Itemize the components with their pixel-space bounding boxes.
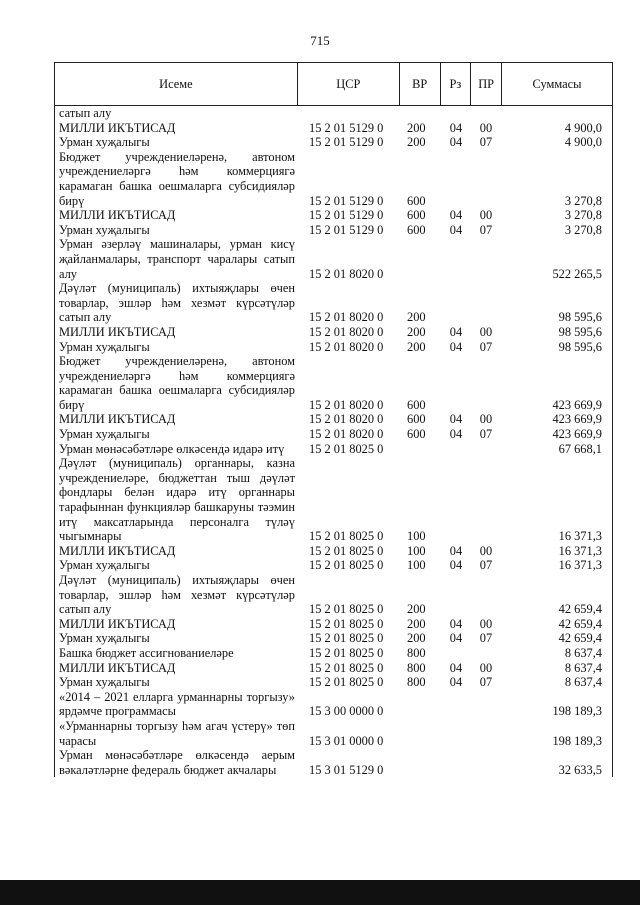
header-sum: Суммасы <box>532 76 582 91</box>
cell-pr: 00 <box>479 120 493 135</box>
header-pr: ПР <box>471 63 502 105</box>
cell-rz: 04 <box>449 208 463 223</box>
cell-name: Урман хуҗалыгы <box>59 427 150 442</box>
cell-sum: 8 637,4 <box>564 660 602 675</box>
table-row <box>55 427 612 442</box>
cell-rz: 04 <box>449 412 463 427</box>
cell-vr: 100 <box>407 543 426 558</box>
cell-csr: 15 2 01 5129 0 <box>309 222 384 237</box>
cell-pr: 00 <box>479 412 493 427</box>
cell-csr: 15 2 01 8025 0 <box>309 543 384 558</box>
cell-rz: 04 <box>449 427 463 442</box>
cell-csr: 15 3 01 0000 0 <box>309 733 384 748</box>
table-row <box>55 573 612 617</box>
cell-rz: 04 <box>449 339 463 354</box>
cell-vr: 200 <box>407 135 426 150</box>
cell-sum: 67 668,1 <box>558 441 602 456</box>
cell-csr: 15 2 01 5129 0 <box>309 193 384 208</box>
cell-name: Урман мөнәсәбәтләре өлкәсендә идарә итү <box>59 441 285 456</box>
cell-csr: 15 2 01 8025 0 <box>309 631 384 646</box>
cell-csr: 15 2 01 8025 0 <box>309 660 384 675</box>
table-row <box>55 354 612 412</box>
cell-sum: 98 595,6 <box>558 339 602 354</box>
cell-csr: 15 2 01 8020 0 <box>309 397 384 412</box>
cell-vr: 100 <box>407 558 426 573</box>
cell-vr: 200 <box>407 120 426 135</box>
table-row <box>55 340 612 355</box>
cell-sum: 3 270,8 <box>564 222 602 237</box>
header-rz: Рз <box>441 63 472 105</box>
cell-sum: 42 659,4 <box>558 631 602 646</box>
cell-vr: 200 <box>407 310 426 325</box>
cell-vr: 200 <box>407 602 426 617</box>
cell-sum: 98 595,6 <box>558 324 602 339</box>
budget-table <box>54 62 613 777</box>
cell-pr: 00 <box>479 324 493 339</box>
cell-sum: 32 633,5 <box>558 762 602 777</box>
cell-sum: 16 371,3 <box>558 529 602 544</box>
cell-vr: 600 <box>407 222 426 237</box>
cell-vr: 600 <box>407 412 426 427</box>
cell-csr: 15 2 01 5129 0 <box>309 120 384 135</box>
cell-name: МИЛЛИ ИКЪТИСАД <box>59 412 176 427</box>
cell-pr: 00 <box>479 543 493 558</box>
cell-sum: 423 669,9 <box>552 427 602 442</box>
cell-name: Урман мөнәсәбәтләре өлкәсендә аерым вәкаләтләрне федераль бюджет акчалары <box>59 748 295 777</box>
cell-vr: 800 <box>407 645 426 660</box>
table-row <box>55 325 612 340</box>
table-row <box>55 150 612 208</box>
table-row <box>55 208 612 223</box>
table-row <box>55 661 612 676</box>
cell-name: Урман хуҗалыгы <box>59 135 150 150</box>
cell-csr: 15 2 01 8025 0 <box>309 529 384 544</box>
cell-name: Урман әзерләү машиналары, урман кисү җайланмалары, транспорт чаралары сатып алу <box>59 237 295 281</box>
table-row <box>55 690 612 719</box>
cell-sum: 16 371,3 <box>558 543 602 558</box>
cell-name: Урман хуҗалыгы <box>59 222 150 237</box>
cell-vr: 800 <box>407 675 426 690</box>
table-row <box>55 544 612 559</box>
cell-rz: 04 <box>449 135 463 150</box>
cell-name: Дәүләт (муниципаль) ихтыяҗлары өчен товарлар, эшләр һәм хезмәт күрсәтүләр сатып алу <box>59 281 295 325</box>
table-row <box>55 121 612 136</box>
cell-rz: 04 <box>449 675 463 690</box>
cell-vr: 600 <box>407 193 426 208</box>
cell-name: «Урманнарны торгызу һәм агач үстерү» төп чарасы <box>59 718 295 748</box>
table-row <box>55 442 612 457</box>
cell-csr: 15 2 01 8020 0 <box>309 324 384 339</box>
cell-name: Урман хуҗалыгы <box>59 558 150 573</box>
cell-csr: 15 2 01 8025 0 <box>309 675 384 690</box>
cell-vr: 200 <box>407 616 426 631</box>
cell-sum: 4 900,0 <box>564 120 602 135</box>
cell-name: Бюджет учреждениеләренә, автоном учреждениеләргә һәм коммерциягә карамаган башка оешмаларга субсидияләр бирү <box>59 354 295 412</box>
cell-rz: 04 <box>449 660 463 675</box>
cell-name: Башка бюджет ассигнованиеләре <box>59 645 234 660</box>
cell-name: Бюджет учреждениеләренә, автоном учреждениеләргә һәм коммерциягә карамаган башка оешмаларга субсидияләр бирү <box>59 149 295 208</box>
cell-rz: 04 <box>449 222 463 237</box>
table-row <box>55 281 612 325</box>
cell-csr: 15 2 01 8025 0 <box>309 616 384 631</box>
cell-csr: 15 2 01 8020 0 <box>309 266 384 281</box>
table-row <box>55 617 612 632</box>
cell-rz: 04 <box>449 543 463 558</box>
table-row <box>55 748 612 777</box>
table-row <box>55 135 612 150</box>
cell-csr: 15 2 01 5129 0 <box>309 135 384 150</box>
table-row <box>55 456 612 544</box>
cell-pr: 07 <box>479 135 493 150</box>
cell-name: МИЛЛИ ИКЪТИСАД <box>59 208 176 223</box>
cell-name: МИЛЛИ ИКЪТИСАД <box>59 616 176 631</box>
scan-bottom-edge <box>0 880 640 905</box>
cell-sum: 522 265,5 <box>552 266 602 281</box>
cell-sum: 8 637,4 <box>564 675 602 690</box>
cell-rz: 04 <box>449 324 463 339</box>
header-csr: ЦСР <box>298 63 400 105</box>
table-row <box>55 719 612 748</box>
cell-vr: 600 <box>407 427 426 442</box>
cell-name: «2014 – 2021 елларга урманнарны торгызу» ярдәмче программасы <box>59 689 295 719</box>
cell-name: МИЛЛИ ИКЪТИСАД <box>59 660 176 675</box>
cell-pr: 07 <box>479 222 493 237</box>
cell-pr: 00 <box>479 208 493 223</box>
cell-csr: 15 2 01 8025 0 <box>309 441 384 456</box>
cell-csr: 15 2 01 8025 0 <box>309 645 384 660</box>
cell-rz: 04 <box>449 558 463 573</box>
cell-rz: 04 <box>449 631 463 646</box>
cell-vr: 800 <box>407 660 426 675</box>
table-row <box>55 223 612 238</box>
cell-sum: 3 270,8 <box>564 193 602 208</box>
cell-sum: 8 637,4 <box>564 645 602 660</box>
table-row <box>55 646 612 661</box>
cell-csr: 15 3 00 0000 0 <box>309 704 384 719</box>
cell-pr: 07 <box>479 675 493 690</box>
cell-sum: 42 659,4 <box>558 602 602 617</box>
cell-sum: 42 659,4 <box>558 616 602 631</box>
cell-sum: 98 595,6 <box>558 310 602 325</box>
cell-vr: 600 <box>407 208 426 223</box>
page-number: 715 <box>310 33 330 48</box>
header-vr: ВР <box>400 63 441 105</box>
cell-pr: 00 <box>479 660 493 675</box>
table-row <box>55 631 612 646</box>
cell-pr: 00 <box>479 616 493 631</box>
cell-pr: 07 <box>479 339 493 354</box>
cell-name: МИЛЛИ ИКЪТИСАД <box>59 324 176 339</box>
cell-csr: 15 2 01 8025 0 <box>309 602 384 617</box>
cell-csr: 15 2 01 8020 0 <box>309 339 384 354</box>
cell-pr: 07 <box>479 631 493 646</box>
cell-name: МИЛЛИ ИКЪТИСАД <box>59 120 176 135</box>
cell-pr: 07 <box>479 558 493 573</box>
table-header <box>55 63 612 106</box>
cell-vr: 200 <box>407 339 426 354</box>
cell-name: Дәүләт (муниципаль) органнары, казна учреждениеләре, бюджеттан тыш дәүләт фондлары белән идарә итү органнары тарафыннан функцияләр башкаруны тәэмин итү максатларында персоналга түләү чыгымнары <box>59 456 295 544</box>
table-row <box>55 106 612 121</box>
cell-sum: 423 669,9 <box>552 397 602 412</box>
cell-sum: 198 189,3 <box>552 733 602 748</box>
cell-csr: 15 2 01 8020 0 <box>309 412 384 427</box>
cell-name: Урман хуҗалыгы <box>59 631 150 646</box>
cell-sum: 423 669,9 <box>552 412 602 427</box>
cell-sum: 3 270,8 <box>564 208 602 223</box>
cell-csr: 15 2 01 5129 0 <box>309 208 384 223</box>
header-name: Исеме <box>55 63 298 105</box>
cell-csr: 15 3 01 5129 0 <box>309 762 384 777</box>
table-row <box>55 675 612 690</box>
cell-rz: 04 <box>449 616 463 631</box>
cell-csr: 15 2 01 8020 0 <box>309 310 384 325</box>
cell-sum: 16 371,3 <box>558 558 602 573</box>
cell-name: сатып алу <box>59 106 112 120</box>
cell-vr: 200 <box>407 324 426 339</box>
cell-pr: 07 <box>479 427 493 442</box>
cell-name: Дәүләт (муниципаль) ихтыяҗлары өчен товарлар, эшләр һәм хезмәт күрсәтүләр сатып алу <box>59 573 295 617</box>
cell-rz: 04 <box>449 120 463 135</box>
table-body <box>55 106 612 777</box>
cell-name: Урман хуҗалыгы <box>59 339 150 354</box>
table-row <box>55 558 612 573</box>
cell-csr: 15 2 01 8020 0 <box>309 427 384 442</box>
cell-sum: 4 900,0 <box>564 135 602 150</box>
cell-vr: 100 <box>407 529 426 544</box>
cell-csr: 15 2 01 8025 0 <box>309 558 384 573</box>
cell-sum: 198 189,3 <box>552 704 602 719</box>
table-row <box>55 412 612 427</box>
cell-name: МИЛЛИ ИКЪТИСАД <box>59 543 176 558</box>
cell-vr: 200 <box>407 631 426 646</box>
table-row <box>55 237 612 281</box>
cell-vr: 600 <box>407 397 426 412</box>
cell-name: Урман хуҗалыгы <box>59 675 150 690</box>
